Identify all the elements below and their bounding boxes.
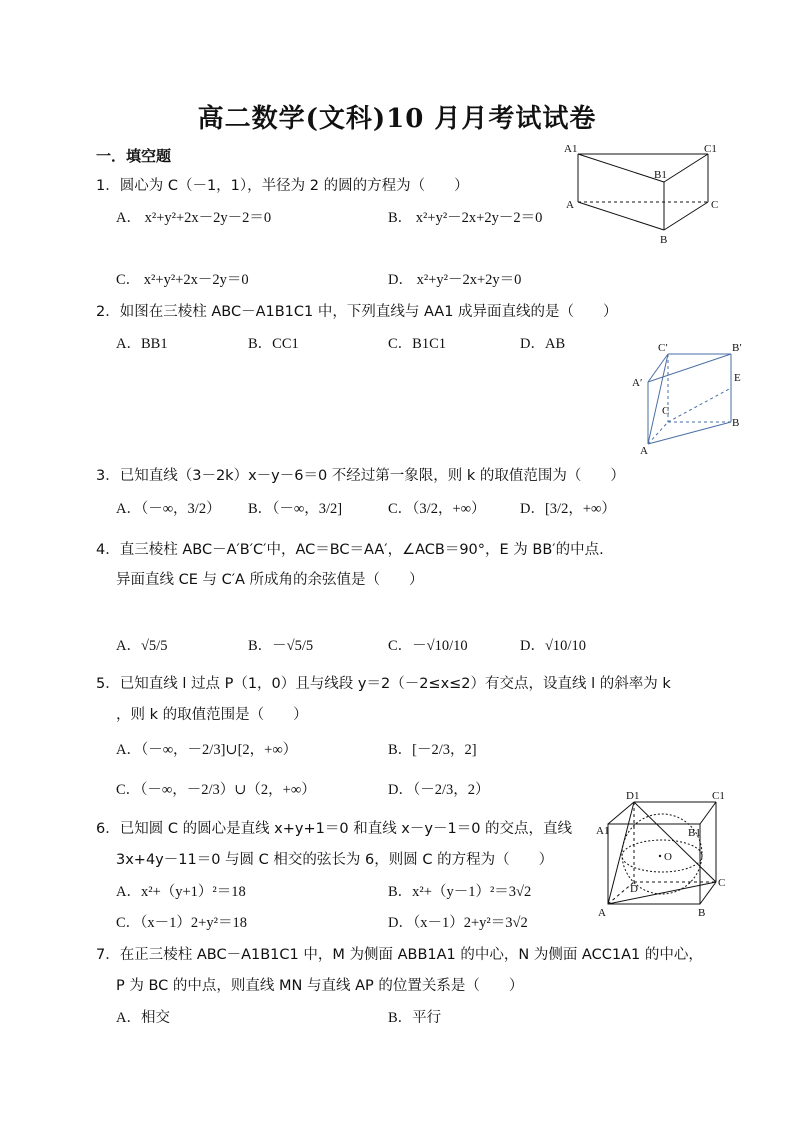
triangular-prism-figure xyxy=(560,138,730,250)
fig1-label-c1: C1 xyxy=(704,143,717,155)
q5-stem-line2: ，则 k 的取值范围是（ ） xyxy=(116,707,308,723)
fig3-label-b: B xyxy=(698,907,706,919)
fig3-label-d1: D1 xyxy=(626,790,640,802)
q4-option-d: D．√10/10 xyxy=(520,638,586,654)
fig2-label-b-prime: B′ xyxy=(732,342,742,354)
fig2-label-e: E xyxy=(734,372,741,384)
q4-option-a: A．√5/5 xyxy=(116,638,168,654)
fig1-label-b1: B1 xyxy=(654,169,667,181)
q5-option-b: B．[－2/3，2] xyxy=(388,742,477,758)
fig1-label-a: A xyxy=(566,199,574,211)
q4-stem-line2: 异面直线 CE 与 C′A 所成角的余弦值是（ ） xyxy=(116,572,424,588)
fig2-label-a-prime: A′ xyxy=(632,377,643,389)
q3-option-c: C．（3/2，+∞） xyxy=(388,501,486,517)
q4-stem-line1: 4．直三棱柱 ABC－A′B′C′中，AC＝BC＝AA′，∠ACB＝90°，E 为 BB′的中点. xyxy=(96,542,604,558)
q7-stem-line2: P 为 BC 的中点，则直线 MN 与直线 AP 的位置关系是（ ） xyxy=(116,978,524,994)
q7-stem-line1: 7．在正三棱柱 ABC－A1B1C1 中，M 为侧面 ABB1A1 的中心，N 为侧面 ACC1A1 的中心， xyxy=(96,947,703,963)
fig2-label-c: C xyxy=(662,405,670,417)
fig1-label-c: C xyxy=(711,199,719,211)
fig3-label-d: D xyxy=(630,883,638,895)
q1-stem-text: 1．圆心为 C（－1，1），半径为 2 的圆的方程为（ ） xyxy=(96,178,469,194)
q5-option-c: C．（－∞，－2/3）∪（2，+∞） xyxy=(116,782,316,798)
q3-stem: 3．已知直线（3－2k）x－y－6＝0 不经过第一象限，则 k 的取值范围为（ ） xyxy=(96,468,625,484)
right-prism-figure xyxy=(628,340,748,458)
fig3-label-a: A xyxy=(598,907,606,919)
fig3-label-c: C xyxy=(718,877,726,889)
q3-option-b: B．（－∞，3/2] xyxy=(248,501,343,517)
q2-option-a: A．BB1 xyxy=(116,336,168,352)
q6-stem-line2: 3x+4y－11＝0 与圆 C 相交的弦长为 6，则圆 C 的方程为（ ） xyxy=(116,852,554,868)
q5-stem-line1: 5．已知直线 l 过点 P（1，0）且与线段 y＝2（－2≤x≤2）有交点，设直线 l 的斜率为 k xyxy=(96,676,671,692)
q2-option-d: D．AB xyxy=(520,336,566,352)
q1-option-a: A． x²+y²+2x－2y－2＝0 xyxy=(116,210,272,226)
fig1-label-b: B xyxy=(660,234,668,246)
fig2-label-c-prime: C′ xyxy=(658,342,668,354)
fig3-label-o: O xyxy=(664,851,672,863)
fig3-label-c1: C1 xyxy=(712,790,725,802)
q6-option-c: C．（x－1）2+y²＝18 xyxy=(116,915,247,931)
q5-option-a: A．（－∞，－2/3]∪[2，+∞） xyxy=(116,742,298,758)
q7-option-b: B．平行 xyxy=(388,1010,442,1026)
fig1-label-a1: A1 xyxy=(564,143,578,155)
q1-option-c: C． x²+y²+2x－2y＝0 xyxy=(116,272,249,288)
q6-stem-line1: 6．已知圆 C 的圆心是直线 x+y+1＝0 和直线 x－y－1＝0 的交点，直线 xyxy=(96,821,573,837)
q2-option-c: C．B1C1 xyxy=(388,336,447,352)
cube-sphere-figure xyxy=(594,786,744,922)
q3-option-a: A．（－∞，3/2） xyxy=(116,501,221,517)
q2-option-b: B．CC1 xyxy=(248,336,299,352)
q1-option-b: B． x²+y²－2x+2y－2＝0 xyxy=(388,210,543,226)
fig2-label-b: B xyxy=(732,417,740,429)
q3-option-d: D．[3/2，+∞） xyxy=(520,501,616,517)
section-heading: 一．填空题 xyxy=(96,147,172,165)
q7-option-a: A．相交 xyxy=(116,1010,170,1026)
q1-option-d: D． x²+y²－2x+2y＝0 xyxy=(388,272,522,288)
q1-stem xyxy=(96,174,469,195)
fig3-label-a1: A1 xyxy=(596,825,610,837)
fig3-label-b1: B1 xyxy=(688,827,701,839)
page-title: 高二数学(文科)10 月月考试试卷 xyxy=(197,104,597,134)
fig2-label-a: A xyxy=(640,445,648,457)
q5-option-d: D．（－2/3，2） xyxy=(388,782,490,798)
q6-option-d: D．（x－1）2+y²＝3√2 xyxy=(388,915,528,931)
q4-option-c: C．－√10/10 xyxy=(388,638,468,654)
q4-option-b: B．－√5/5 xyxy=(248,638,314,654)
q6-option-b: B．x²+（y－1）²＝3√2 xyxy=(388,884,532,900)
q2-stem: 2．如图在三棱柱 ABC－A1B1C1 中，下列直线与 AA1 成异面直线的是（ ） xyxy=(96,304,618,320)
q6-option-a: A．x²+（y+1）²＝18 xyxy=(116,884,246,900)
